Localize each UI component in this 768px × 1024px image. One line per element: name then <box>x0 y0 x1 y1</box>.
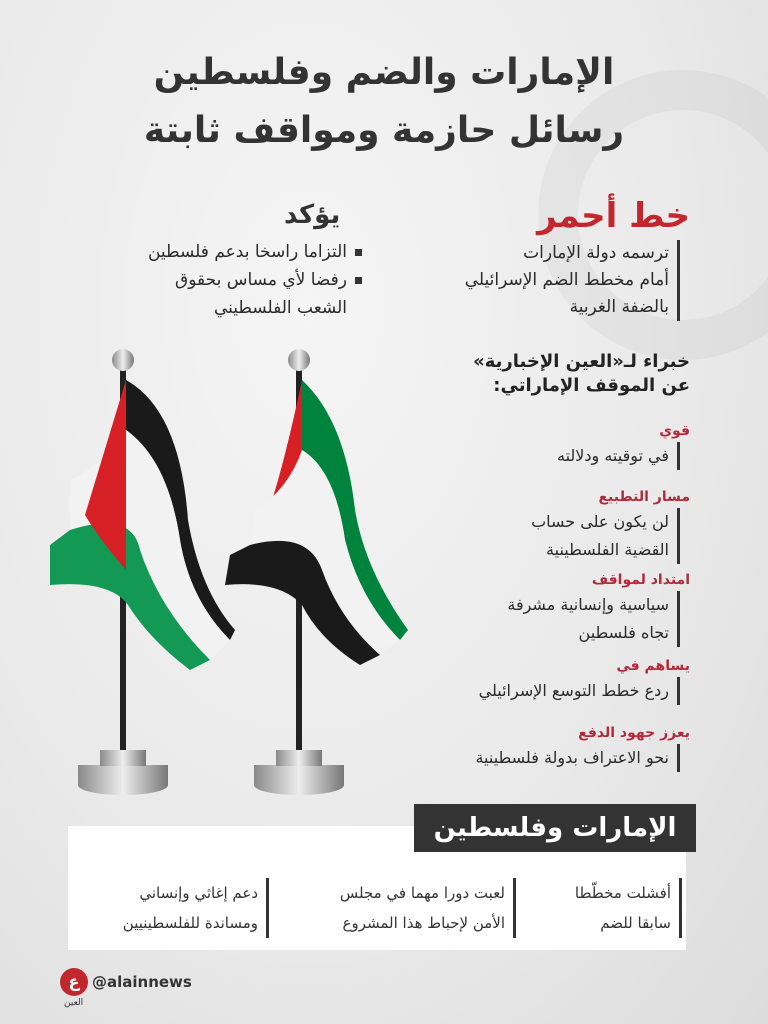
red-line-heading: خط أحمر <box>537 196 690 236</box>
item-body <box>380 442 680 470</box>
affirms-item-2 <box>100 266 362 294</box>
red-line-text <box>409 240 680 321</box>
experts-heading-line-2: عن الموقف الإماراتي: <box>493 375 690 396</box>
affirms-item-2-text: رفضا لأي مساس بحقوق <box>175 270 347 290</box>
affirms-item-2-cont: الشعب الفلسطيني <box>213 298 347 318</box>
item-heading: امتداد لمواقف <box>591 572 690 588</box>
social-handle[interactable]: @alainnews <box>92 973 192 991</box>
affirms-heading: يؤكد <box>284 200 341 230</box>
red-line-text-1: ترسمه دولة الإمارات <box>523 243 669 263</box>
uae-flag-icon <box>225 349 408 795</box>
item-boosts <box>380 722 690 772</box>
summary-column-line: لعبت دورا مهما في مجلس <box>339 884 505 902</box>
affirms-item-1-text: التزاما راسخا بدعم فلسطين <box>147 242 347 262</box>
item-line: تجاه فلسطين <box>578 623 669 642</box>
item-body <box>380 677 680 705</box>
item-body <box>380 591 680 647</box>
summary-column-line: ومساندة للفلسطينيين <box>122 914 258 932</box>
bullet-icon <box>355 277 362 284</box>
page-title-line-1: الإمارات والضم وفلسطين <box>153 52 615 93</box>
red-line-text-2: أمام مخطط الضم الإسرائيلي <box>464 270 669 290</box>
item-line: القضية الفلسطينية <box>546 540 669 559</box>
summary-column-line: أفشلت مخطّطا <box>574 884 671 902</box>
item-body <box>380 744 680 772</box>
summary-column-line: الأمن لإحباط هذا المشروع <box>342 914 505 932</box>
summary-column-3 <box>68 878 269 938</box>
alain-logo-text: العين <box>64 998 84 1008</box>
item-normalization <box>380 486 690 564</box>
footer <box>60 968 192 1008</box>
summary-column-1 <box>531 878 682 938</box>
item-extension <box>380 569 690 647</box>
page-title-line-2: رسائل حازمة ومواقف ثابتة <box>143 110 625 151</box>
item-heading: يعزز جهود الدفع <box>578 725 690 741</box>
item-heading: قوي <box>659 423 690 439</box>
item-line: في توقيته ودلالته <box>556 446 669 465</box>
summary-column-line: دعم إغاثي وإنساني <box>139 884 258 902</box>
item-contributes <box>380 655 690 705</box>
bullet-icon <box>355 249 362 256</box>
item-heading: يساهم في <box>616 658 690 674</box>
item-line: لن يكون على حساب <box>531 512 669 531</box>
red-line-text-3: بالضفة الغربية <box>569 297 669 317</box>
summary-column-line: سابقا للضم <box>600 914 671 932</box>
palestine-flag-icon <box>50 349 235 795</box>
experts-heading-line-1: خبراء لـ«العين الإخبارية» <box>473 351 690 372</box>
flags-illustration <box>40 340 420 810</box>
summary-column-2 <box>287 878 516 938</box>
item-line: سياسية وإنسانية مشرفة <box>507 595 669 614</box>
item-line: نحو الاعتراف بدولة فلسطينية <box>475 748 669 767</box>
item-body <box>380 508 680 564</box>
item-heading: مسار التطبيع <box>598 489 690 505</box>
affirms-list <box>100 238 362 322</box>
item-strong <box>380 420 690 470</box>
experts-heading <box>390 350 690 398</box>
item-line: ردع خطط التوسع الإسرائيلي <box>478 681 669 700</box>
affirms-item-1 <box>100 238 362 266</box>
alain-logo-icon: ع <box>60 968 88 996</box>
section-title: الإمارات وفلسطين <box>414 804 696 852</box>
